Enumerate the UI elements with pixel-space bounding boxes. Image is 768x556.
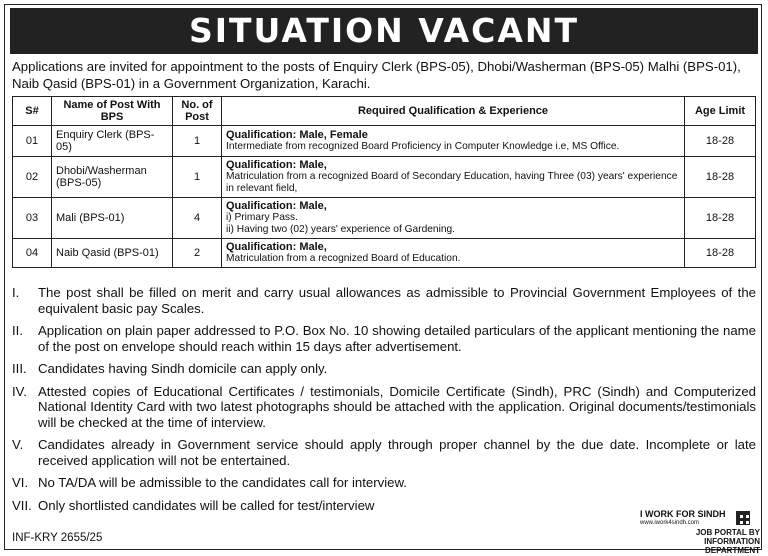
header-qualification: Required Qualification & Experience (222, 97, 685, 126)
list-item (12, 437, 756, 468)
cell-sno: 03 (13, 198, 52, 239)
header-post-name: Name of Post With BPS (52, 97, 173, 126)
reference-number: INF-KRY 2655/25 (12, 532, 103, 544)
qr-code-icon (736, 511, 750, 525)
cell-post-name: Dhobi/Washerman (BPS-05) (52, 157, 173, 198)
logo-brand-text: I WORK FOR SINDH (640, 509, 726, 519)
table-row (13, 198, 756, 239)
term-text: Candidates already in Government service should apply through proper channel by the due date. Incomplete or late received application will not be entertained. (38, 437, 756, 468)
cell-no-of-post: 4 (173, 198, 222, 239)
qualification-text: ii) Having two (02) years' experience of Gardening. (226, 224, 456, 235)
cell-no-of-post: 1 (173, 126, 222, 157)
qualification-text: Matriculation from a recognized Board of Education. (226, 253, 461, 264)
table-row (13, 239, 756, 268)
qualification-heading: Qualification: Male, Female (226, 129, 368, 141)
cell-no-of-post: 1 (173, 157, 222, 198)
table-row (13, 126, 756, 157)
cell-post-name: Naib Qasid (BPS-01) (52, 239, 173, 268)
cell-age-limit: 18-28 (685, 239, 756, 268)
cell-post-name: Mali (BPS-01) (52, 198, 173, 239)
term-text: No TA/DA will be admissible to the candidates call for interview. (38, 475, 407, 490)
header-age-limit: Age Limit (685, 97, 756, 126)
terms-list (12, 285, 756, 520)
iwork4sindh-logo (640, 509, 760, 555)
term-number: VII. (12, 497, 32, 513)
qualification-heading: Qualification: Male, (226, 200, 327, 212)
logo-tagline: JOB PORTAL BY INFORMATION DEPARTMENT (695, 528, 760, 555)
table-header-row (13, 97, 756, 126)
qualification-text: Matriculation from a recognized Board of Secondary Education, having Three (03) years' experience in relevant field, (226, 171, 678, 194)
qualification-heading: Qualification: Male, (226, 159, 327, 171)
cell-age-limit: 18-28 (685, 126, 756, 157)
logo-website-text: www.iwork4sindh.com (640, 520, 700, 526)
cell-sno: 01 (13, 126, 52, 157)
list-item (12, 285, 756, 316)
table-row (13, 157, 756, 198)
term-text: Attested copies of Educational Certificates / testimonials, Domicile Certificate (Sindh), PRC (Sindh) and Computerized National Identity Card with two latest photographs should be attached with the application. Original documents/testimonials will be checked at the time of interview. (38, 383, 756, 430)
header-sno: S# (13, 97, 52, 126)
posts-table (12, 96, 756, 268)
qualification-text: i) Primary Pass. (226, 212, 298, 223)
header-no-of-post: No. of Post (173, 97, 222, 126)
list-item (12, 361, 756, 377)
cell-no-of-post: 2 (173, 239, 222, 268)
cell-qualification (222, 198, 685, 239)
cell-qualification (222, 157, 685, 198)
term-number: IV. (12, 383, 27, 399)
ad-title-banner: SITUATION VACANT (10, 8, 758, 54)
list-item (12, 475, 756, 491)
qualification-text: Intermediate from recognized Board Proficiency in Computer Knowledge i.e, MS Office. (226, 141, 620, 152)
cell-sno: 04 (13, 239, 52, 268)
list-item (12, 323, 756, 354)
term-text: Application on plain paper addressed to P.O. Box No. 10 showing detailed particulars of the applicant mentioning the name of the post on envelope should reach within 15 days after advertisement. (38, 323, 756, 354)
term-text: Only shortlisted candidates will be called for test/interview (38, 497, 375, 513)
cell-age-limit: 18-28 (685, 157, 756, 198)
cell-qualification (222, 126, 685, 157)
intro-paragraph: Applications are invited for appointment to the posts of Enquiry Clerk (BPS-05), Dhobi/Washerman (BPS-05) Malhi (BPS-01), Naib Qasid (BPS-01) in a Government Organization, Karachi. (12, 59, 741, 91)
term-number: VI. (12, 475, 29, 490)
term-number: II. (12, 323, 23, 338)
list-item (12, 384, 756, 431)
cell-sno: 02 (13, 157, 52, 198)
term-number: I. (12, 285, 20, 300)
term-number: III. (12, 361, 27, 376)
cell-qualification (222, 239, 685, 268)
qualification-heading: Qualification: Male, (226, 241, 327, 253)
cell-post-name: Enquiry Clerk (BPS-05) (52, 126, 173, 157)
cell-age-limit: 18-28 (685, 198, 756, 239)
term-text: Candidates having Sindh domicile can apply only. (38, 361, 328, 376)
term-number: V. (12, 437, 24, 452)
term-text: The post shall be filled on merit and carry usual allowances as admissible to Provincial Government Employees of the equivalent basic pay Scales. (38, 285, 756, 316)
